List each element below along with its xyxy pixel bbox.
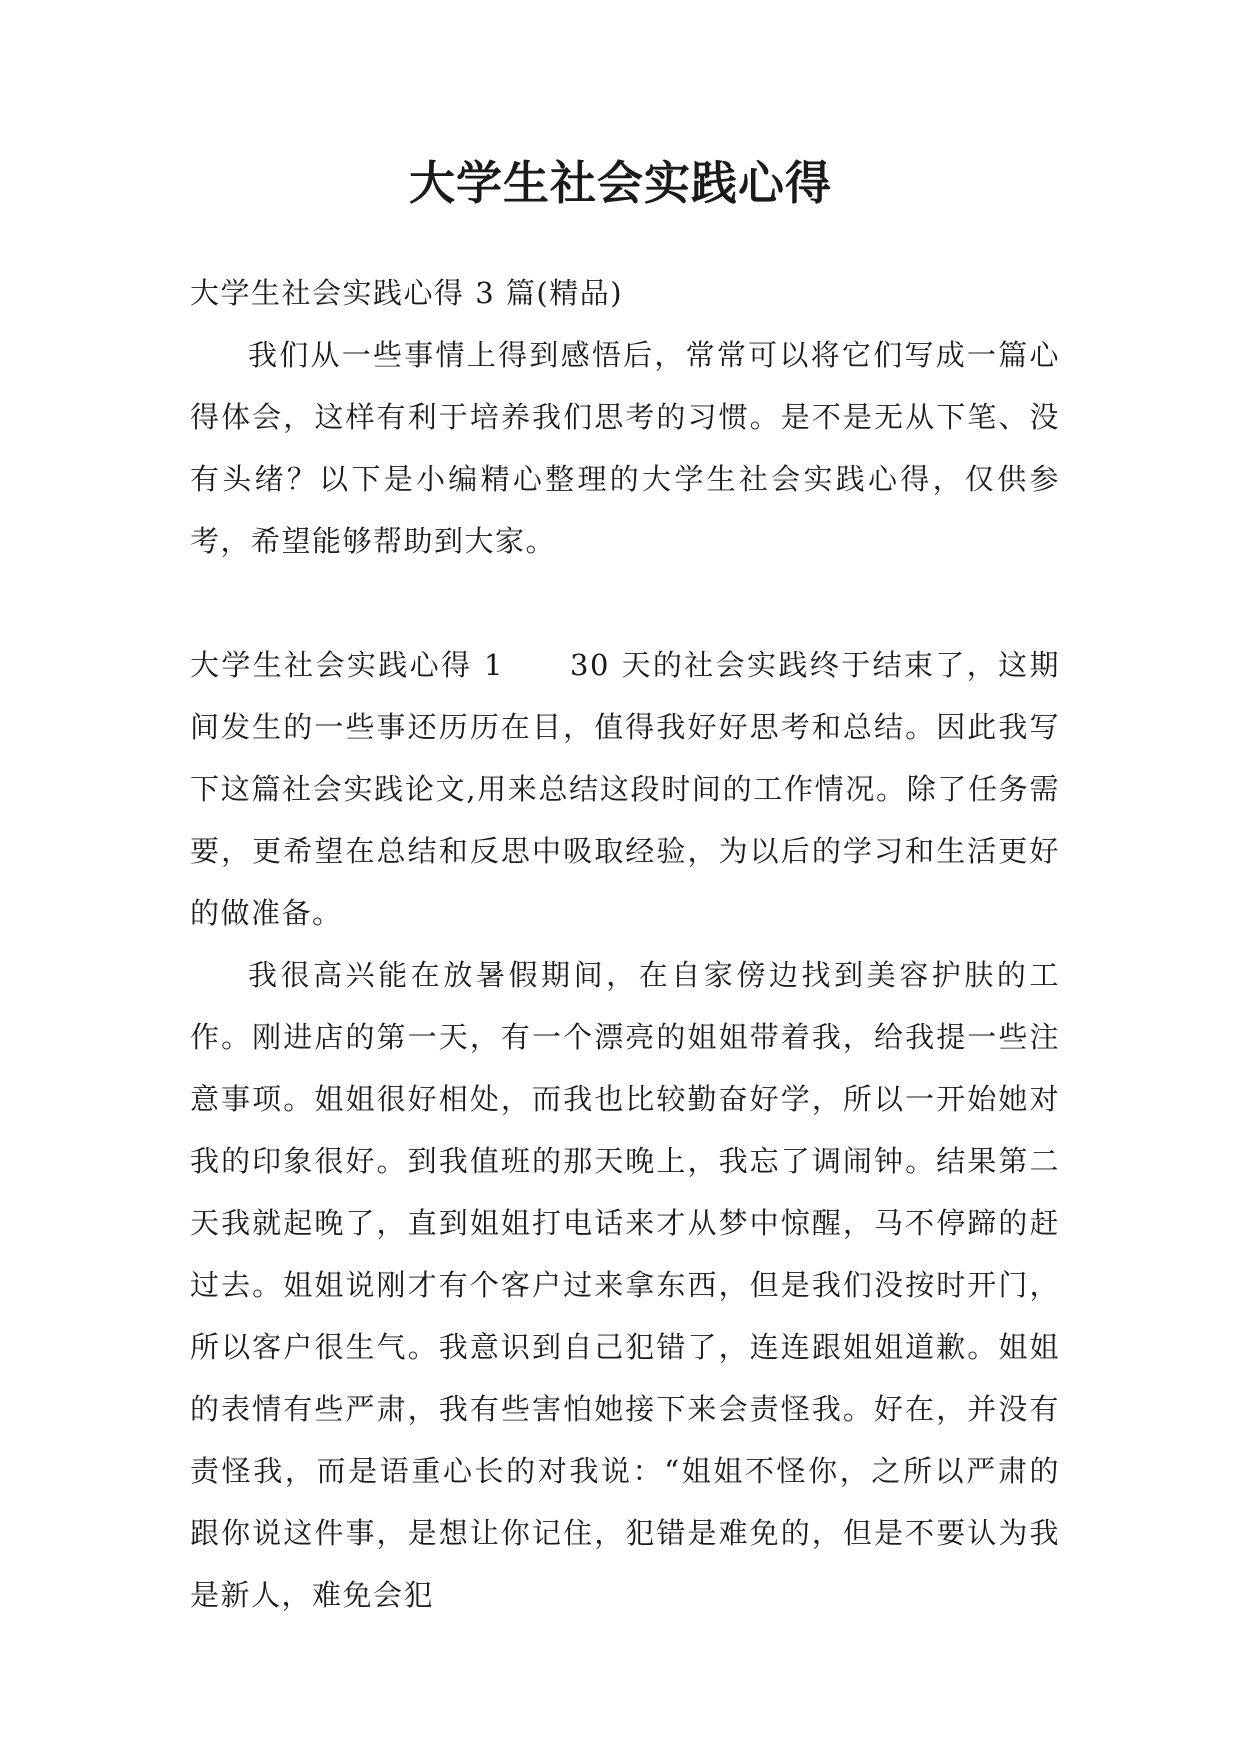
section-1-paragraph-2: 我很高兴能在放暑假期间，在自家傍边找到美容护肤的工作。刚进店的第一天，有一个漂亮的姐姐带着我，给我提一些注意事项。姐姐很好相处，而我也比较勤奋好学，所以一开始她对我的印象很好。到我值班的那天晚上，我忘了调闹钟。结果第二天我就起晚了，直到姐姐打电话来才从梦中惊醒，马不停蹄的赶过去。姐姐说刚才有个客户过来拿东西，但是我们没按时开门，所以客户很生气。我意识到自己犯错了，连连跟姐姐道歉。姐姐的表情有些严肃，我有些害怕她接下来会责怪我。好在，并没有责怪我，而是语重心长的对我说：“姐姐不怪你，之所以严肃的跟你说这件事，是想让你记住，犯错是难免的，但是不要认为我是新人，难免会犯	[190, 958, 1060, 1612]
document-title: 大学生社会实践心得	[409, 156, 832, 210]
paragraph-gap	[190, 572, 1060, 634]
section-1-first-paragraph	[190, 634, 1060, 944]
document-subtitle: 大学生社会实践心得 3 篇(精品)	[190, 276, 624, 310]
intro-paragraph: 我们从一些事情上得到感悟后，常常可以将它们写成一篇心得体会，这样有利于培养我们思考的习惯。是不是无从下笔、没有头绪？以下是小编精心整理的大学生社会实践心得，仅供参考，希望能够帮助到大家。	[190, 338, 1060, 558]
section-1-paragraph-1: 30 天的社会实践终于结束了，这期间发生的一些事还历历在目，值得我好好思考和总结。因此我写下这篇社会实践论文,用来总结这段时间的工作情况。除了任务需要，更希望在总结和反思中吸取经验，为以后的学习和生活更好的做准备。	[190, 648, 1061, 930]
section-1-heading: 大学生社会实践心得 1	[190, 648, 505, 682]
document-body	[190, 262, 1060, 1626]
